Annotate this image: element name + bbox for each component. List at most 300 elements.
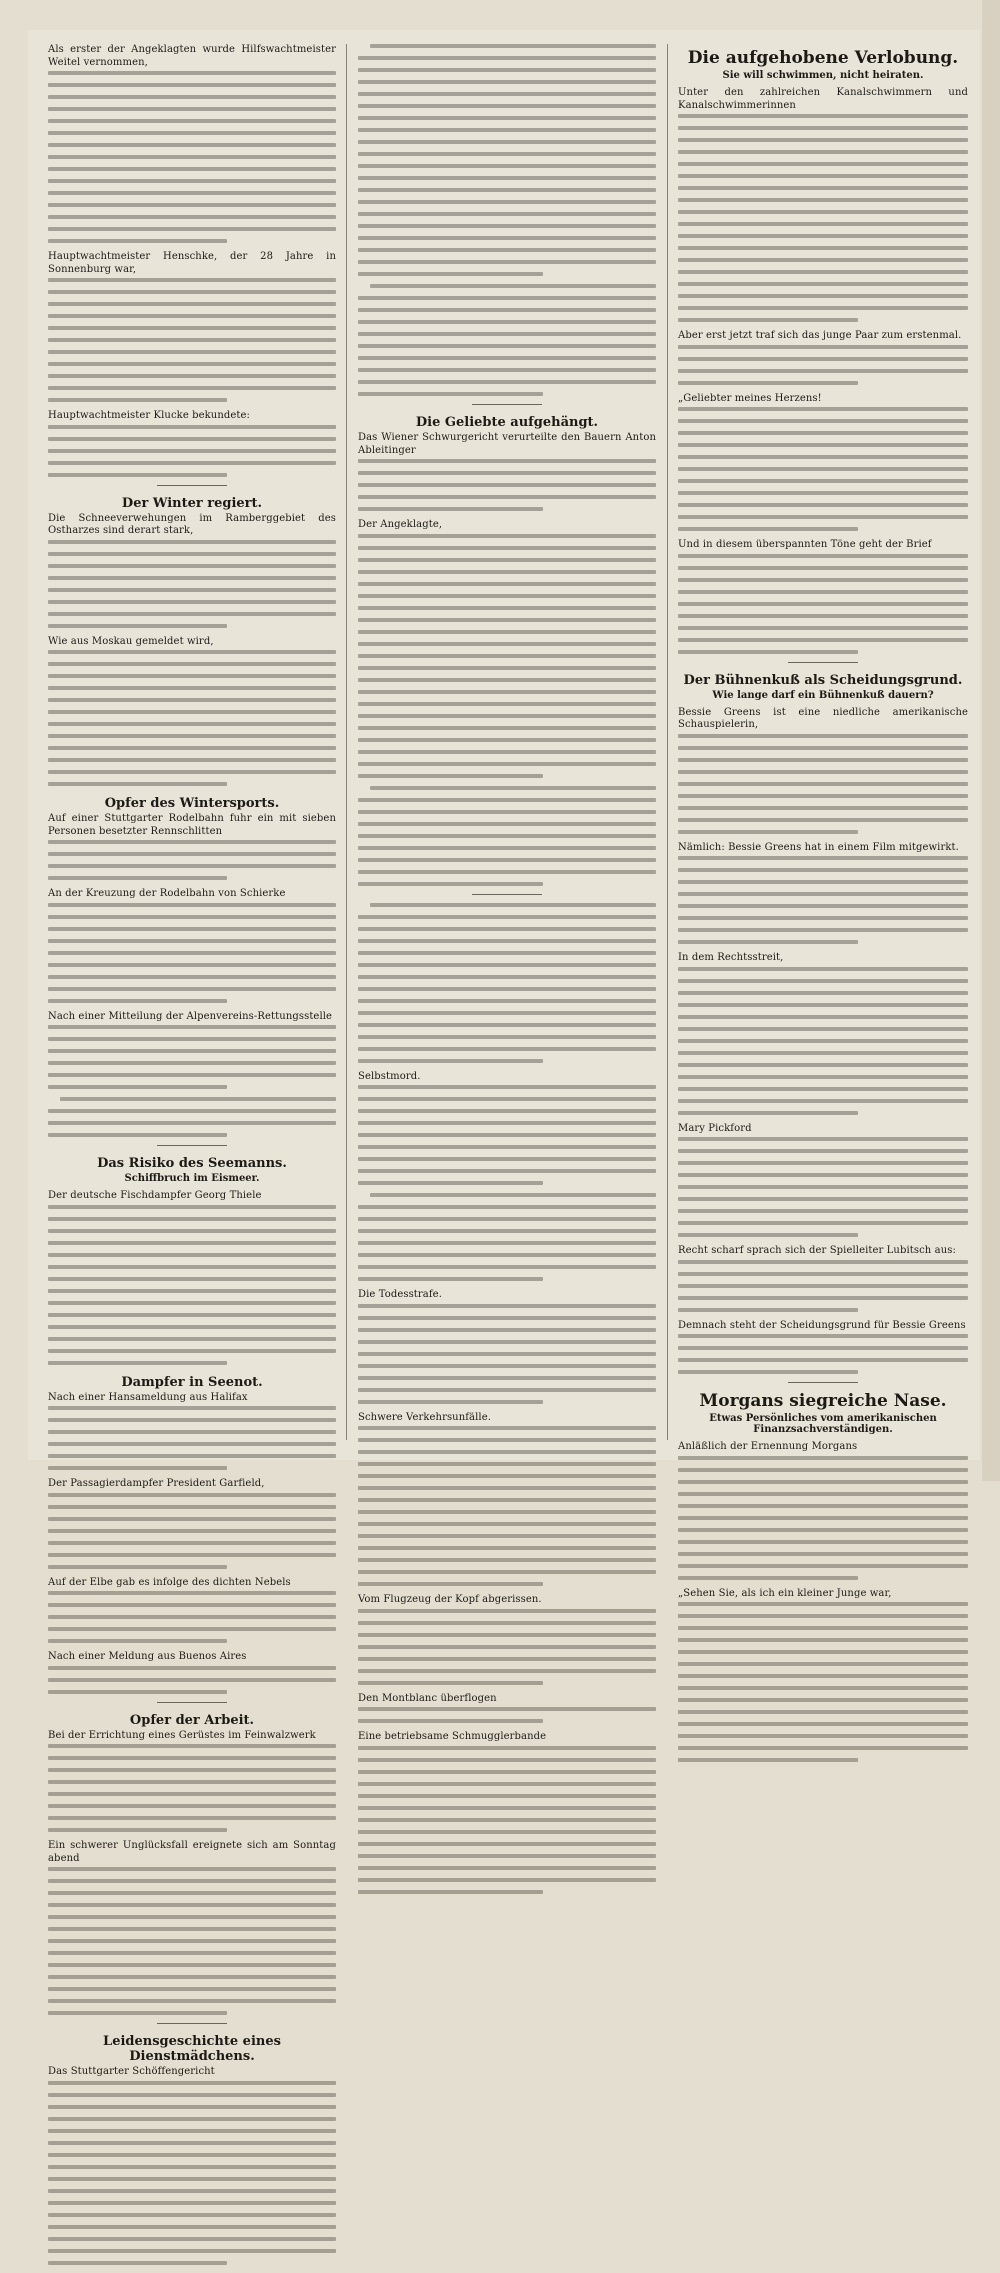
text-line-placeholder	[358, 1770, 656, 1774]
text-line-placeholder	[48, 1867, 336, 1871]
text-line-placeholder	[678, 1272, 968, 1276]
text-line-placeholder	[358, 1023, 656, 1027]
text-line-placeholder	[48, 326, 336, 330]
article-paragraph	[358, 1289, 656, 1404]
text-line-placeholder	[358, 738, 656, 742]
text-line-placeholder	[48, 999, 227, 1003]
text-line-placeholder	[678, 1003, 968, 1007]
text-line-placeholder	[678, 1564, 968, 1568]
text-line-placeholder	[48, 2129, 336, 2133]
text-line-placeholder	[678, 1540, 968, 1544]
text-line-placeholder	[678, 1480, 968, 1484]
text-line-placeholder	[358, 260, 656, 264]
text-line-placeholder	[48, 1615, 336, 1619]
text-line-placeholder	[48, 758, 336, 762]
text-line-placeholder	[678, 590, 968, 594]
text-line-placeholder	[48, 722, 336, 726]
text-line-placeholder	[48, 215, 336, 219]
article-paragraph	[678, 952, 968, 1115]
text-line-placeholder	[48, 1903, 336, 1907]
text-line-placeholder	[358, 774, 543, 778]
text-line-placeholder	[678, 1099, 968, 1103]
article-paragraph	[358, 284, 656, 396]
article-paragraph	[48, 1840, 336, 2015]
article-paragraph	[678, 1245, 968, 1312]
paragraph-lead-text: Der deutsche Fischdampfer Georg Thiele	[48, 1190, 262, 1201]
paragraph-lead-text: Die Todesstrafe.	[358, 1289, 442, 1300]
text-line-placeholder	[48, 155, 336, 159]
column-rule	[667, 44, 668, 1440]
text-line-placeholder	[358, 1633, 656, 1637]
text-line-placeholder	[358, 963, 656, 967]
text-line-placeholder	[678, 138, 968, 142]
text-line-placeholder	[358, 459, 656, 463]
text-line-placeholder	[48, 1553, 336, 1557]
text-line-placeholder	[678, 1516, 968, 1520]
text-line-placeholder	[358, 927, 656, 931]
text-line-placeholder	[678, 856, 968, 860]
text-line-placeholder	[358, 200, 656, 204]
text-line-placeholder	[678, 1650, 968, 1654]
article-paragraph	[358, 519, 656, 778]
text-line-placeholder	[48, 1939, 336, 1943]
text-line-placeholder	[678, 479, 968, 483]
paragraph-lead-text: In dem Rechtsstreit,	[678, 952, 784, 963]
text-line-placeholder	[358, 975, 656, 979]
text-line-placeholder	[358, 630, 656, 634]
text-line-placeholder	[358, 1498, 656, 1502]
text-line-placeholder	[48, 650, 336, 654]
text-line-placeholder	[48, 2201, 336, 2205]
text-line-placeholder	[48, 1442, 336, 1446]
text-line-placeholder	[48, 864, 336, 868]
text-line-placeholder	[358, 1217, 656, 1221]
text-line-placeholder	[678, 174, 968, 178]
text-line-placeholder	[678, 1087, 968, 1091]
article-headline: Opfer des Wintersports.	[104, 796, 280, 811]
text-line-placeholder	[678, 1075, 968, 1079]
article-paragraph	[48, 1651, 336, 1694]
paragraph-lead-text: Das Stuttgarter Schöffengericht	[48, 2066, 215, 2077]
text-line-placeholder	[358, 164, 656, 168]
text-line-placeholder	[48, 746, 336, 750]
article-divider	[157, 1702, 227, 1703]
text-line-placeholder	[678, 210, 968, 214]
text-line-placeholder	[358, 834, 656, 838]
text-line-placeholder	[678, 455, 968, 459]
text-line-placeholder	[678, 1722, 968, 1726]
text-line-placeholder	[358, 392, 543, 396]
article-divider	[788, 1382, 858, 1383]
text-line-placeholder	[48, 2153, 336, 2157]
article-headline: Leidensgeschichte eines Dienstmädchens.	[103, 2034, 281, 2064]
text-line-placeholder	[358, 798, 656, 802]
paragraph-lead-text: Den Montblanc überflogen	[358, 1692, 497, 1704]
text-line-placeholder	[678, 818, 968, 822]
text-line-placeholder	[48, 1879, 336, 1883]
text-line-placeholder	[358, 1474, 656, 1478]
article-headline: Die aufgehobene Verlobung.	[687, 48, 959, 68]
text-line-placeholder	[358, 1400, 543, 1404]
text-line-placeholder	[358, 1866, 656, 1870]
text-line-placeholder	[358, 1645, 656, 1649]
text-line-placeholder	[358, 642, 656, 646]
text-line-placeholder	[48, 2081, 336, 2085]
text-line-placeholder	[358, 858, 656, 862]
text-line-placeholder	[678, 1296, 968, 1300]
article-paragraph	[358, 1412, 656, 1587]
text-line-placeholder	[358, 344, 656, 348]
text-line-placeholder	[358, 534, 656, 538]
text-line-placeholder	[48, 167, 336, 171]
text-line-placeholder	[48, 540, 336, 544]
text-line-placeholder	[48, 1061, 336, 1065]
text-line-placeholder	[48, 1073, 336, 1077]
paragraph-lead-text: Eine betriebsame Schmugglerbande	[358, 1731, 547, 1742]
paragraph-lead-text: Demnach steht der Scheidungsgrund für Bessie Greens	[678, 1319, 966, 1331]
text-line-placeholder	[678, 162, 968, 166]
text-line-placeholder	[358, 1438, 656, 1442]
text-line-placeholder	[48, 362, 336, 366]
paragraph-lead-text: Als erster der Angeklagten wurde Hilfswachtmeister Weitel vernommen,	[48, 44, 336, 68]
text-line-placeholder	[358, 939, 656, 943]
text-line-placeholder	[358, 380, 656, 384]
article-divider	[472, 404, 542, 405]
text-line-placeholder	[678, 1710, 968, 1714]
text-line-placeholder	[48, 600, 336, 604]
paragraph-lead-text: Der Angeklagte,	[358, 519, 443, 530]
text-line-placeholder	[370, 284, 656, 288]
text-line-placeholder	[48, 437, 336, 441]
article-paragraph	[678, 1588, 968, 1763]
text-line-placeholder	[48, 1987, 336, 1991]
article-paragraph	[358, 1731, 656, 1894]
text-line-placeholder	[358, 570, 656, 574]
text-line-placeholder	[48, 624, 227, 628]
text-line-placeholder	[358, 1253, 656, 1257]
text-line-placeholder	[678, 491, 968, 495]
text-line-placeholder	[678, 294, 968, 298]
text-line-placeholder	[48, 1217, 336, 1221]
paragraph-lead-text: Nach einer Hansameldung aus Halifax	[48, 1391, 248, 1403]
text-line-placeholder	[48, 2177, 336, 2181]
text-line-placeholder	[358, 356, 656, 360]
text-line-placeholder	[48, 119, 336, 123]
text-line-placeholder	[678, 246, 968, 250]
text-line-placeholder	[48, 1313, 336, 1317]
text-line-placeholder	[358, 296, 656, 300]
text-line-placeholder	[678, 928, 968, 932]
text-line-placeholder	[678, 419, 968, 423]
text-line-placeholder	[358, 1241, 656, 1245]
text-line-placeholder	[678, 1468, 968, 1472]
article-headline: Das Risiko des Seemanns.	[97, 1156, 287, 1171]
text-line-placeholder	[678, 306, 968, 310]
column-middle	[358, 44, 656, 1902]
text-line-placeholder	[358, 882, 543, 886]
text-line-placeholder	[48, 425, 336, 429]
article-subheadline: Etwas Persönliches vom amerikanischen Finanzsachverständigen.	[709, 1413, 937, 1435]
article-paragraph	[48, 1577, 336, 1644]
text-line-placeholder	[678, 554, 968, 558]
text-line-placeholder	[358, 1047, 656, 1051]
text-line-placeholder	[48, 1277, 336, 1281]
text-line-placeholder	[358, 546, 656, 550]
text-line-placeholder	[48, 2213, 336, 2217]
text-line-placeholder	[678, 806, 968, 810]
text-line-placeholder	[358, 1842, 656, 1846]
article-paragraph	[678, 539, 968, 654]
text-line-placeholder	[358, 1818, 656, 1822]
text-line-placeholder	[678, 614, 968, 618]
newspaper-page	[28, 30, 980, 2077]
text-line-placeholder	[678, 1758, 858, 1762]
text-line-placeholder	[48, 1891, 336, 1895]
text-line-placeholder	[678, 1149, 968, 1153]
text-line-placeholder	[48, 386, 336, 390]
text-line-placeholder	[358, 236, 656, 240]
text-line-placeholder	[358, 1510, 656, 1514]
article-headline: Morgans siegreiche Nase.	[699, 1391, 947, 1411]
text-line-placeholder	[678, 186, 968, 190]
text-line-placeholder	[358, 1782, 656, 1786]
text-line-placeholder	[358, 666, 656, 670]
text-line-placeholder	[678, 527, 858, 531]
text-line-placeholder	[48, 2249, 336, 2253]
column-rule	[346, 44, 347, 1440]
text-line-placeholder	[48, 612, 336, 616]
text-line-placeholder	[48, 852, 336, 856]
text-line-placeholder	[678, 270, 968, 274]
article-headline: Der Bühnenkuß als Scheidungsgrund.	[683, 672, 963, 688]
text-line-placeholder	[370, 786, 656, 790]
article-paragraph	[48, 1478, 336, 1569]
article-paragraph	[48, 1730, 336, 1833]
text-line-placeholder	[678, 345, 968, 349]
text-line-placeholder	[678, 650, 858, 654]
text-line-placeholder	[358, 92, 656, 96]
text-line-placeholder	[678, 222, 968, 226]
text-line-placeholder	[358, 999, 656, 1003]
text-line-placeholder	[358, 582, 656, 586]
text-line-placeholder	[48, 131, 336, 135]
text-line-placeholder	[678, 1504, 968, 1508]
text-line-placeholder	[48, 588, 336, 592]
text-line-placeholder	[358, 80, 656, 84]
article-paragraph	[48, 813, 336, 880]
paragraph-lead-text: Unter den zahlreichen Kanalschwimmern und Kanalschwimmerinnen	[678, 87, 968, 111]
page-edge	[982, 0, 1000, 1481]
text-line-placeholder	[358, 1181, 543, 1185]
text-line-placeholder	[358, 1059, 543, 1063]
article-paragraph	[678, 707, 968, 834]
text-line-placeholder	[48, 1229, 336, 1233]
text-line-placeholder	[678, 126, 968, 130]
text-line-placeholder	[358, 1205, 656, 1209]
article-paragraph	[48, 1011, 336, 1090]
text-line-placeholder	[48, 710, 336, 714]
text-line-placeholder	[48, 1963, 336, 1967]
article-headline: Opfer der Arbeit.	[129, 1712, 255, 1728]
text-line-placeholder	[48, 1049, 336, 1053]
text-line-placeholder	[48, 1109, 336, 1113]
text-line-placeholder	[358, 308, 656, 312]
article-paragraph	[358, 1693, 656, 1724]
text-line-placeholder	[48, 1493, 336, 1497]
text-line-placeholder	[60, 1097, 336, 1101]
text-line-placeholder	[358, 1011, 656, 1015]
text-line-placeholder	[358, 1145, 656, 1149]
text-line-placeholder	[678, 578, 968, 582]
text-line-placeholder	[358, 870, 656, 874]
text-line-placeholder	[358, 810, 656, 814]
text-line-placeholder	[678, 940, 858, 944]
text-line-placeholder	[678, 1284, 968, 1288]
article-subheadline: Schiffbruch im Eismeer.	[124, 1173, 260, 1184]
text-line-placeholder	[48, 1517, 336, 1521]
text-line-placeholder	[48, 1591, 336, 1595]
text-line-placeholder	[678, 1602, 968, 1606]
text-line-placeholder	[48, 1627, 336, 1631]
text-line-placeholder	[48, 278, 336, 282]
article-paragraph	[48, 2066, 336, 2265]
article-paragraph	[48, 636, 336, 787]
article-paragraph	[678, 330, 968, 385]
text-line-placeholder	[358, 1328, 656, 1332]
text-line-placeholder	[48, 1121, 336, 1125]
text-line-placeholder	[48, 840, 336, 844]
text-line-placeholder	[358, 212, 656, 216]
text-line-placeholder	[48, 290, 336, 294]
text-line-placeholder	[678, 1161, 968, 1165]
text-line-placeholder	[358, 1133, 656, 1137]
text-line-placeholder	[48, 338, 336, 342]
text-line-placeholder	[678, 1233, 858, 1237]
text-line-placeholder	[678, 1370, 858, 1374]
text-line-placeholder	[48, 1337, 336, 1341]
text-line-placeholder	[370, 44, 656, 48]
column-left	[48, 44, 336, 2273]
text-line-placeholder	[358, 1534, 656, 1538]
text-line-placeholder	[48, 734, 336, 738]
text-line-placeholder	[48, 1639, 227, 1643]
text-line-placeholder	[358, 690, 656, 694]
text-line-placeholder	[358, 1546, 656, 1550]
text-line-placeholder	[678, 369, 968, 373]
text-line-placeholder	[48, 71, 336, 75]
text-line-placeholder	[358, 1462, 656, 1466]
text-line-placeholder	[678, 979, 968, 983]
text-line-placeholder	[678, 782, 968, 786]
text-line-placeholder	[48, 770, 336, 774]
text-line-placeholder	[358, 822, 656, 826]
paragraph-lead-text: „Sehen Sie, als ich ein kleiner Junge war,	[678, 1587, 892, 1599]
paragraph-lead-text: Hauptwachtmeister Henschke, der 28 Jahre in Sonnenburg war,	[48, 251, 336, 275]
text-line-placeholder	[358, 726, 656, 730]
text-line-placeholder	[48, 350, 336, 354]
article-paragraph	[48, 1190, 336, 1365]
text-line-placeholder	[48, 576, 336, 580]
text-line-placeholder	[358, 1157, 656, 1161]
text-line-placeholder	[678, 1746, 968, 1750]
text-line-placeholder	[48, 1406, 336, 1410]
text-line-placeholder	[48, 662, 336, 666]
text-line-placeholder	[48, 782, 227, 786]
text-line-placeholder	[48, 95, 336, 99]
paragraph-lead-text: Aber erst jetzt traf sich das junge Paar zum erstenmal.	[678, 330, 962, 341]
text-line-placeholder	[358, 1035, 656, 1039]
article-paragraph	[48, 513, 336, 628]
article-divider	[157, 485, 227, 486]
text-line-placeholder	[358, 606, 656, 610]
text-line-placeholder	[678, 515, 968, 519]
text-line-placeholder	[48, 83, 336, 87]
text-line-placeholder	[358, 987, 656, 991]
article-paragraph	[358, 1193, 656, 1281]
text-line-placeholder	[358, 68, 656, 72]
paragraph-lead-text: Hauptwachtmeister Klucke bekundete:	[48, 410, 251, 421]
text-line-placeholder	[678, 258, 968, 262]
text-line-placeholder	[48, 552, 336, 556]
text-line-placeholder	[48, 951, 336, 955]
article-paragraph	[678, 1123, 968, 1238]
text-line-placeholder	[358, 654, 656, 658]
article-paragraph	[358, 432, 656, 511]
text-line-placeholder	[48, 1025, 336, 1029]
text-line-placeholder	[678, 892, 968, 896]
text-line-placeholder	[358, 1121, 656, 1125]
text-line-placeholder	[678, 318, 858, 322]
article-paragraph	[48, 251, 336, 402]
text-line-placeholder	[358, 915, 656, 919]
text-line-placeholder	[48, 876, 227, 880]
text-line-placeholder	[48, 1037, 336, 1041]
paragraph-lead-text: Mary Pickford	[678, 1122, 752, 1134]
text-line-placeholder	[678, 1614, 968, 1618]
text-line-placeholder	[48, 1780, 336, 1784]
text-line-placeholder	[358, 104, 656, 108]
text-line-placeholder	[48, 698, 336, 702]
text-line-placeholder	[48, 449, 336, 453]
text-line-placeholder	[48, 1325, 336, 1329]
text-line-placeholder	[358, 1522, 656, 1526]
text-line-placeholder	[358, 1352, 656, 1356]
text-line-placeholder	[678, 1185, 968, 1189]
paragraph-lead-text: „Geliebter meines Herzens!	[678, 392, 822, 404]
text-line-placeholder	[48, 1603, 336, 1607]
text-line-placeholder	[358, 1719, 543, 1723]
text-line-placeholder	[48, 461, 336, 465]
text-line-placeholder	[48, 1744, 336, 1748]
text-line-placeholder	[358, 471, 656, 475]
article-divider	[788, 662, 858, 663]
text-line-placeholder	[358, 1794, 656, 1798]
text-line-placeholder	[48, 1466, 227, 1470]
text-line-placeholder	[678, 503, 968, 507]
text-line-placeholder	[48, 2237, 336, 2241]
text-line-placeholder	[678, 1027, 968, 1031]
text-line-placeholder	[48, 1301, 336, 1305]
text-line-placeholder	[678, 1051, 968, 1055]
text-line-placeholder	[678, 282, 968, 286]
text-line-placeholder	[48, 1529, 336, 1533]
text-line-placeholder	[48, 1804, 336, 1808]
text-line-placeholder	[48, 903, 336, 907]
text-line-placeholder	[358, 1316, 656, 1320]
text-line-placeholder	[48, 203, 336, 207]
paragraph-lead-text: Bei der Errichtung eines Gerüstes im Feinwalzwerk	[48, 1729, 316, 1741]
text-line-placeholder	[358, 332, 656, 336]
